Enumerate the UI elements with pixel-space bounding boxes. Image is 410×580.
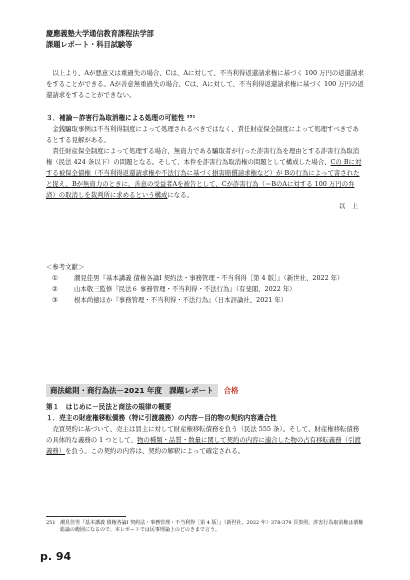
- chapter-paragraph: [46, 424, 364, 457]
- reference-number: ②: [52, 285, 58, 293]
- section-3-heading: ３．補論－詐害行為取消権による処理の可能性 ²⁵¹: [46, 114, 196, 122]
- section-3-paragraph-2: [46, 146, 364, 201]
- section-3-paragraph-2-end: になる。: [167, 191, 193, 199]
- chapter-paragraph-start: 売買契約に基づいて、売主は買主に対して財産権移転債務を負う（民法 555 条）。そして、財産権移転債務の具体的な義務の 1 つとして、: [46, 425, 360, 444]
- section-3-paragraph-1: 金銭騙取事例は不当利得制度によって処理されるべきではなく、責任財産保全制度によって処理すべきであるとする見解がある。: [46, 125, 359, 144]
- references: [46, 262, 364, 306]
- reference-text: 根本尚徳ほか『事務管理・不当利得・不法行為』（日本評論社、2021 年）: [74, 296, 288, 304]
- header-line-2: 課題レポート・科目試験等: [46, 40, 133, 49]
- reference-item: [52, 284, 364, 295]
- page-number: p. 94: [40, 550, 72, 563]
- intro-section: [46, 68, 364, 101]
- chapter-underlined-text: 物の種類・品質・数量に関して契約の内容に適合した物の占有移転義務（引渡義務）: [46, 436, 361, 455]
- reference-number: ①: [52, 274, 58, 282]
- report-title-bar: [46, 383, 364, 397]
- header-line-1: 慶應義塾大学通信教育課程法学部: [46, 29, 154, 38]
- footnote-divider: [46, 516, 126, 517]
- footnote: [46, 520, 364, 534]
- reference-text: 山本敬三監修『民法６ 事務管理・不当利得・不法行為』（有斐閣、2022 年）: [74, 285, 296, 293]
- pass-status-badge: 合格: [223, 385, 239, 395]
- reference-number: ③: [52, 296, 58, 304]
- intro-paragraph: 以上より、Aが悪意又は重過失の場合、Cは、Aに対して、不当利得返還請求権に基づく 100 万円の返還請求をすることができる。Aが善意無重過失の場合、Cは、Aに対して、不当利得返還請求権に基づく 100 万円の返還請求をすることができない。: [46, 69, 364, 99]
- reference-text: 潮見佳男『基本講義 債権各論Ⅰ 契約法・事務管理・不当利得［第 4 版］』（新世社、2022 年）: [74, 274, 344, 282]
- section-3: [46, 113, 364, 212]
- chapter-heading: 第１ はじめに－民法と商法の規律の概要: [46, 403, 172, 411]
- footnote-number: 251: [46, 520, 56, 526]
- footnote-text: 潮見佳男『基本講義 債権各論Ⅰ 契約法・事務管理・不当利得［第 4 版］』（新世社、2022 年）378-379 頁参照。詐害行為取消権は債権総論の範囲になるので、本レポートでは民事理論上のどのきまで言う。: [60, 520, 364, 533]
- subsection-heading: １．売主の財産権移転債務（特に引渡義務）の内容－目的物の契約内容適合性: [46, 414, 277, 422]
- report-title: 商法総則・商行為法－2021 年度 課題レポート: [46, 384, 218, 397]
- section-3-underlined-text: Cの Bに対する被保全債権（不当利得返還請求権や不法行為に基づく損害賠償請求権など）が Bの行為によって害されたと捉え、Bが無資力のときに、善意の受益者Aを被告として、Cが詐害行為（＝BのAに対する 100 万円の弁済）の取消しを裁判所に求めるという構成: [46, 158, 362, 199]
- chapter-paragraph-end: を負う。この契約の内容は、契約の解釈によって確定される。: [65, 447, 245, 455]
- reference-item: [52, 295, 364, 306]
- references-title: ＜参考文献＞: [46, 263, 85, 271]
- page-header: [46, 28, 154, 50]
- reference-item: [52, 273, 364, 284]
- chapter-1: [46, 402, 364, 457]
- section-3-paragraph-2-start: 責任財産保全制度によって処理する場合、無資力である騙取者が行った詐害行為を理由とする詐害行為取消権（民法 424 条以下）の問題となる。そして、本件を詐害行為取消権の問題として構成した場合、: [46, 147, 360, 166]
- closing-mark: 以 上: [338, 202, 358, 210]
